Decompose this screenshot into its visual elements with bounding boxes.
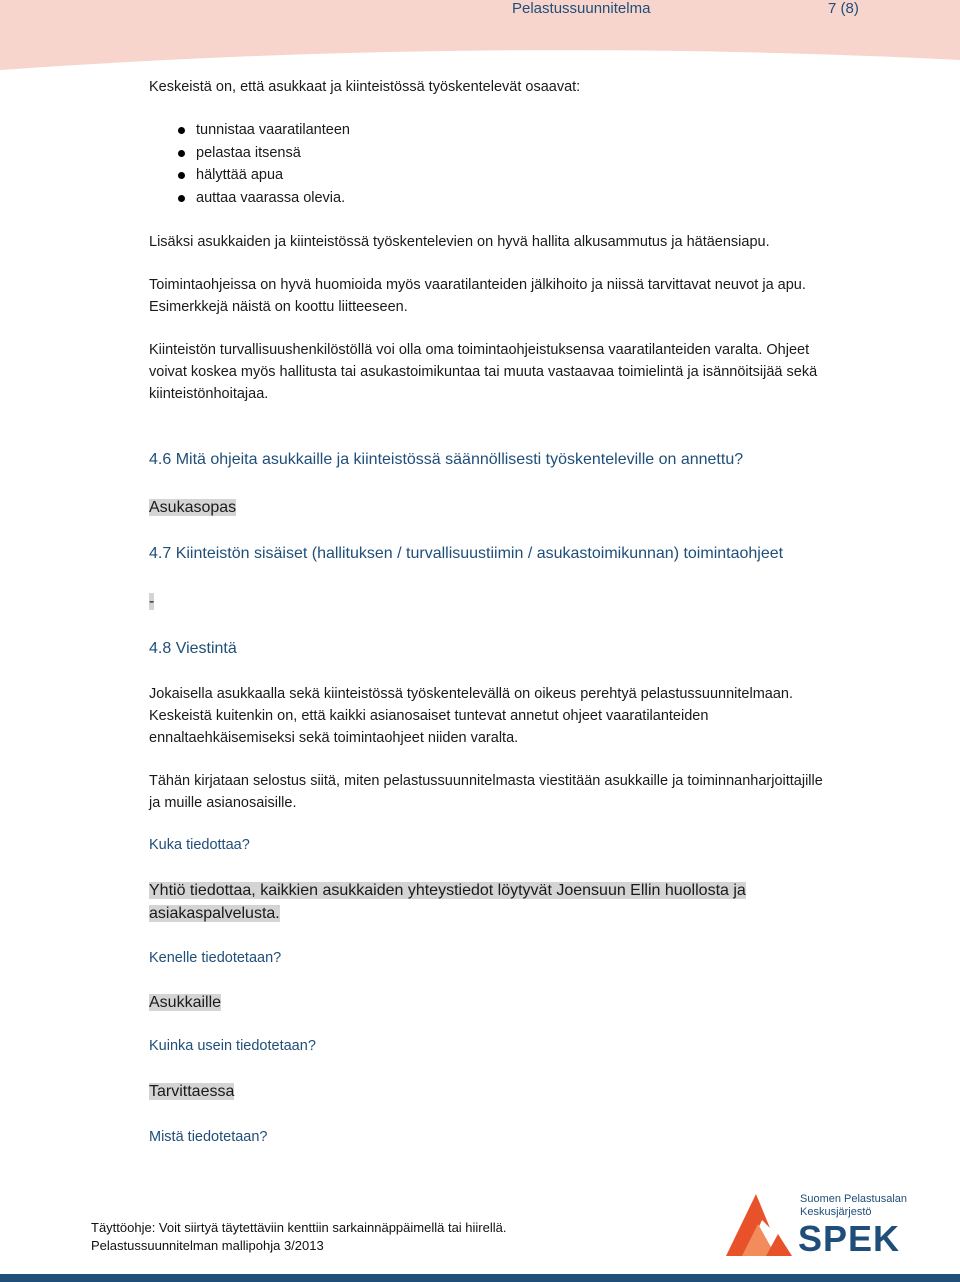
footer-bar [0,1274,960,1282]
footer-fill-hint: Täyttöohje: Voit siirtyä täytettäviin kenttiin sarkainnäppäimellä tai hiirellä. [91,1220,507,1235]
spek-logo [722,1190,912,1260]
question-to-whom: Kenelle tiedotetaan? [149,950,282,966]
answer-to-whom-field[interactable]: Asukkaille [149,994,222,1011]
skills-list [149,119,849,209]
section-4-7-field[interactable]: - [149,593,155,610]
communication-paragraph-1: Jokaisella asukkaalla sekä kiinteistössä työskentelevällä on oikeus perehtyä pelastussuunnitelmaan. Keskeistä kuitenkin on, että kaikki asianosaiset tuntevat annetut ohjeet vaaratilanteiden ennaltaehkäisemiseksi sekä toimintaohjeet niiden varalta. [149,686,794,746]
list-item: tunnistaa vaaratilanteen [149,119,849,142]
bullet-icon [178,172,185,179]
bullet-icon [178,195,185,202]
header-document-title: Pelastussuunnitelma [512,0,651,17]
first-aid-paragraph: Lisäksi asukkaiden ja kiinteistössä työskentelevien on hyvä hallita alkusammutus ja hätäensiapu. [149,234,770,250]
question-about-what: Mistä tiedotetaan? [149,1129,268,1145]
header-band [0,0,960,82]
answer-how-often-field[interactable]: Tarvittaessa [149,1083,235,1100]
intro-text: Keskeistä on, että asukkaat ja kiinteistössä työskentelevät osaavat: [149,79,581,95]
staff-paragraph: Kiinteistön turvallisuushenkilöstöllä voi olla oma toimintaohjeistuksensa vaaratilanteiden varalta. Ohjeet voivat koskea myös hallitusta tai asukastoimikuntaa tai muuta vastaavaa toimielintä ja isännöitsijää sekä kiinteistönhoitajaa. [149,342,818,402]
list-item: hälyttää apua [149,164,849,187]
list-item: pelastaa itsensä [149,142,849,165]
header-page-number: 7 (8) [828,0,859,17]
section-4-6-heading: 4.6 Mitä ohjeita asukkaille ja kiinteistössä säännöllisesti työskenteleville on annettu? [149,451,744,468]
question-how-often: Kuinka usein tiedotetaan? [149,1038,316,1054]
logo-line-1: Suomen Pelastusalan [800,1193,908,1205]
logo-line-2: Keskusjärjestö [800,1206,872,1218]
list-item: auttaa vaarassa olevia. [149,187,849,210]
communication-paragraph-2: Tähän kirjataan selostus siitä, miten pelastussuunnitelmasta viestitään asukkaille ja toiminnanharjoittajille ja muille asianosaisille. [149,773,823,811]
aftercare-paragraph: Toimintaohjeissa on hyvä huomioida myös vaaratilanteiden jälkihoito ja niissä tarvittavat neuvot ja apu. Esimerkkejä näistä on koottu liitteeseen. [149,277,806,315]
footer-template-version: Pelastussuunnitelman mallipohja 3/2013 [91,1238,324,1253]
bullet-icon [178,127,185,134]
header-curve-decoration [0,0,960,82]
section-4-6-field[interactable]: Asukasopas [149,499,237,516]
answer-who-informs-field[interactable]: Yhtiö tiedottaa, kaikkien asukkaiden yhteystiedot löytyvät Joensuun Ellin huollosta ja asiakaspalvelusta. [149,882,746,922]
section-4-7-heading: 4.7 Kiinteistön sisäiset (hallituksen / turvallisuustiimin / asukastoimikunnan) toimintaohjeet [149,545,784,562]
bullet-icon [178,150,185,157]
section-4-8-heading: 4.8 Viestintä [149,640,237,657]
logo-wordmark: SPEK [798,1218,901,1259]
question-who-informs: Kuka tiedottaa? [149,837,250,853]
